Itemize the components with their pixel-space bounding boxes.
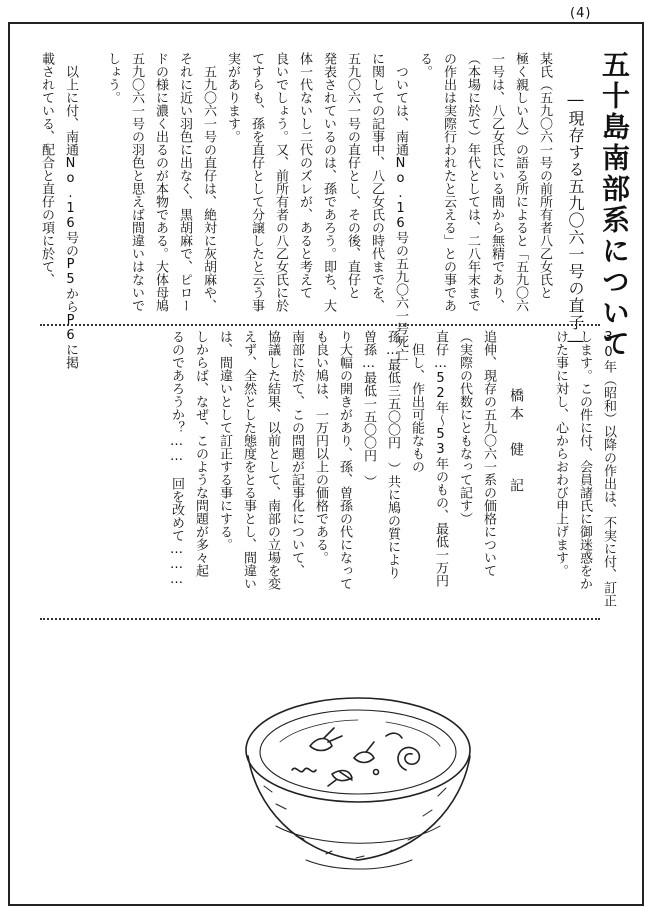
article2-body-line: は、間違いとして訂正する事にする。: [217, 330, 232, 551]
article1-body-line: 五九〇六一号の直仔は、絶対に灰胡麻や、: [201, 52, 216, 312]
article1-body-line: ついては、南通No.16号の五九〇六一号死亡: [393, 52, 408, 361]
article2-body-line: 直仔…52年〜53年のもの、最低一万円: [433, 330, 448, 587]
article2-body-line: けた事に対し、心からおわび申上げます。: [553, 330, 568, 577]
article2-body-line: （実際の代数にともなって記す）: [457, 330, 472, 525]
section-divider: [40, 324, 600, 326]
article2-body-line: り大幅の開きがあり、孫、曽孫の代になって: [337, 330, 352, 590]
article-title: 五十島南部系について: [598, 50, 631, 360]
article1-body-line: 五九〇六一号の直仔とし、その後、直仔と: [345, 52, 360, 299]
article2-body-line: 追伸、現存の五九〇六一系の価格について: [481, 330, 496, 577]
article2-body-line: も良い鳩は、一万円以上の価格である。: [313, 330, 328, 564]
article2-body-line: します。この件に付、会員諸氏に御迷惑をか: [577, 330, 592, 590]
article2-body-line: 30年（昭和）以降の作出は、不実に付、訂正: [601, 330, 616, 607]
article1-body-line: 体一代ないし二代のズレが、あると考えて: [297, 52, 312, 299]
article1-body-line: の作出は実際行われたと云える」との事であ: [441, 52, 456, 312]
article-subtitle: ―現存する五九〇六一号の直子―: [566, 90, 585, 351]
article1-body-line: それに近い羽色に出なく、黒胡麻で、ピロー: [177, 52, 192, 312]
article2-body-line: るのであろうか？…… 回を改めて………: [169, 330, 184, 587]
article1-body-line: ドの様に濃く出るのが本物である。大体母鳩: [153, 52, 168, 312]
article1-body-line: る。: [417, 52, 432, 78]
bowl-sketch-illustration: [236, 676, 480, 878]
article1-body-line: 発表されているのは、孫であろう。即ち、大: [321, 52, 336, 312]
article1-body-line: てすらも、孫を直仔として分譲したと云う事: [249, 52, 264, 312]
article1-body-line: 一号は、八乙女氏にいる間から無精であり、: [489, 52, 504, 312]
article-author: 橋本 健 記: [508, 388, 524, 496]
article2-body-line: えず、全然とした態度をとる事とし、間違い: [241, 330, 256, 590]
article1-body-line: 以上に付、南通No.16号のP5からP6に掲: [63, 52, 78, 369]
article2-body-line: 曽孫…最低一五〇〇円 ）: [361, 330, 376, 488]
section-divider: [40, 618, 600, 620]
page-number: (4): [570, 6, 592, 21]
article1-body-line: に関しての記事中、八乙女氏の時代までを、: [369, 52, 384, 312]
article1-body-line: 実があります。: [225, 52, 240, 143]
article2-body-line: 南部に於て、この問題が記事化について、: [289, 330, 304, 577]
article1-body-line: 載されている、配合と直仔の項に於て、: [39, 52, 54, 286]
article2-body-line: 但し、作出可能なもの: [409, 330, 424, 473]
article2-body-line: 孫…最低三五〇〇円 ）共に鳩の質により: [385, 330, 400, 579]
article1-body-line: 極く親しい人）の語る所によると「五九〇六: [513, 52, 528, 312]
article1-body-line: 良いでしょう。又、前所有者の八乙女氏に於: [273, 52, 288, 312]
article1-body-line: （本場に於て）年代としては、二八年末まで: [465, 52, 480, 312]
article2-body-line: 協議した結果、以前として、南部の立場を変: [265, 330, 280, 590]
article1-body-line: 五九〇六一号の羽色と思えば間違いはないで: [129, 52, 144, 312]
article1-body-line: 某氏（五九〇六一号の前所有者八乙女氏と: [537, 52, 552, 299]
article1-body-line: しょう。: [105, 52, 120, 104]
article2-body-line: しからば、なぜ、このような問題が多々起: [193, 330, 208, 577]
